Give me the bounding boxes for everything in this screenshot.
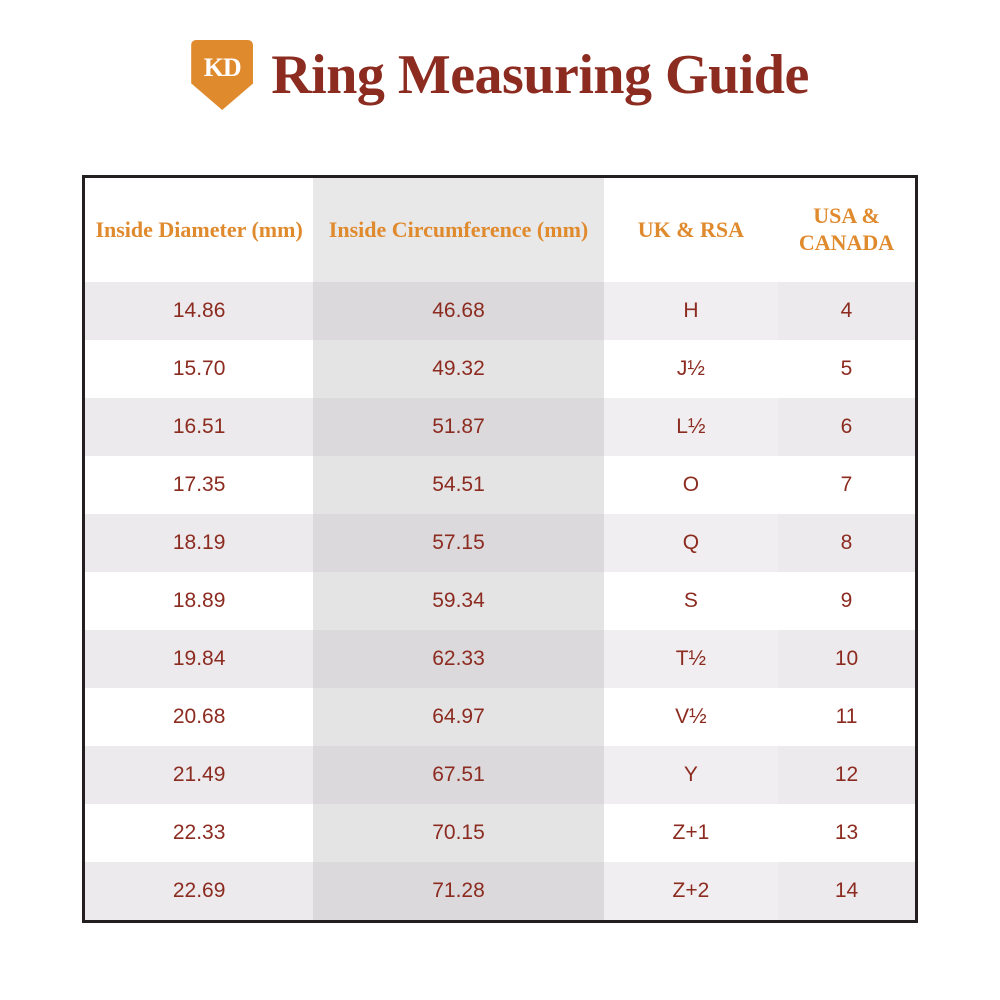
cell-inside-diameter: 21.49	[85, 746, 313, 804]
table-row	[85, 804, 915, 862]
logo-text: KD	[203, 53, 241, 82]
cell-usa-canada: 10	[778, 630, 915, 688]
cell-inside-circumference: 57.15	[313, 514, 604, 572]
cell-usa-canada: 4	[778, 282, 915, 340]
table-row	[85, 340, 915, 398]
cell-inside-diameter: 16.51	[85, 398, 313, 456]
page-title: Ring Measuring Guide	[271, 44, 809, 106]
cell-inside-circumference: 59.34	[313, 572, 604, 630]
cell-inside-diameter: 15.70	[85, 340, 313, 398]
cell-inside-diameter: 22.33	[85, 804, 313, 862]
column-header-usa-canada: USA & CANADA	[778, 178, 915, 282]
table-row	[85, 572, 915, 630]
cell-usa-canada: 12	[778, 746, 915, 804]
cell-inside-circumference: 49.32	[313, 340, 604, 398]
cell-inside-circumference: 64.97	[313, 688, 604, 746]
cell-uk-rsa: O	[604, 456, 778, 514]
table-body	[85, 282, 915, 920]
cell-uk-rsa: H	[604, 282, 778, 340]
cell-usa-canada: 9	[778, 572, 915, 630]
cell-usa-canada: 11	[778, 688, 915, 746]
cell-usa-canada: 7	[778, 456, 915, 514]
table-row	[85, 514, 915, 572]
cell-inside-diameter: 18.89	[85, 572, 313, 630]
ring-size-table-container	[82, 175, 918, 923]
table-row	[85, 746, 915, 804]
table-row	[85, 862, 915, 920]
cell-inside-diameter: 22.69	[85, 862, 313, 920]
cell-usa-canada: 5	[778, 340, 915, 398]
cell-uk-rsa: Z+1	[604, 804, 778, 862]
cell-inside-circumference: 51.87	[313, 398, 604, 456]
table-header-row	[85, 178, 915, 282]
cell-usa-canada: 6	[778, 398, 915, 456]
cell-uk-rsa: Q	[604, 514, 778, 572]
column-header-uk-rsa: UK & RSA	[604, 178, 778, 282]
cell-inside-diameter: 14.86	[85, 282, 313, 340]
table-row	[85, 630, 915, 688]
cell-inside-circumference: 62.33	[313, 630, 604, 688]
cell-inside-circumference: 70.15	[313, 804, 604, 862]
cell-inside-circumference: 67.51	[313, 746, 604, 804]
cell-uk-rsa: S	[604, 572, 778, 630]
cell-uk-rsa: V½	[604, 688, 778, 746]
column-header-inside-diameter: Inside Diameter (mm)	[85, 178, 313, 282]
cell-inside-diameter: 18.19	[85, 514, 313, 572]
cell-uk-rsa: T½	[604, 630, 778, 688]
cell-inside-diameter: 19.84	[85, 630, 313, 688]
cell-uk-rsa: J½	[604, 340, 778, 398]
table-row	[85, 398, 915, 456]
cell-inside-circumference: 46.68	[313, 282, 604, 340]
cell-inside-circumference: 54.51	[313, 456, 604, 514]
column-header-inside-circumference: Inside Circumference (mm)	[313, 178, 604, 282]
cell-uk-rsa: Z+2	[604, 862, 778, 920]
table-row	[85, 282, 915, 340]
cell-usa-canada: 14	[778, 862, 915, 920]
ring-size-table	[85, 178, 915, 920]
table-row	[85, 456, 915, 514]
cell-uk-rsa: Y	[604, 746, 778, 804]
table-header	[85, 178, 915, 282]
cell-inside-diameter: 20.68	[85, 688, 313, 746]
kd-shield-logo	[191, 40, 253, 110]
cell-usa-canada: 8	[778, 514, 915, 572]
cell-inside-diameter: 17.35	[85, 456, 313, 514]
cell-usa-canada: 13	[778, 804, 915, 862]
cell-inside-circumference: 71.28	[313, 862, 604, 920]
table-row	[85, 688, 915, 746]
cell-uk-rsa: L½	[604, 398, 778, 456]
page-header	[0, 0, 1000, 120]
